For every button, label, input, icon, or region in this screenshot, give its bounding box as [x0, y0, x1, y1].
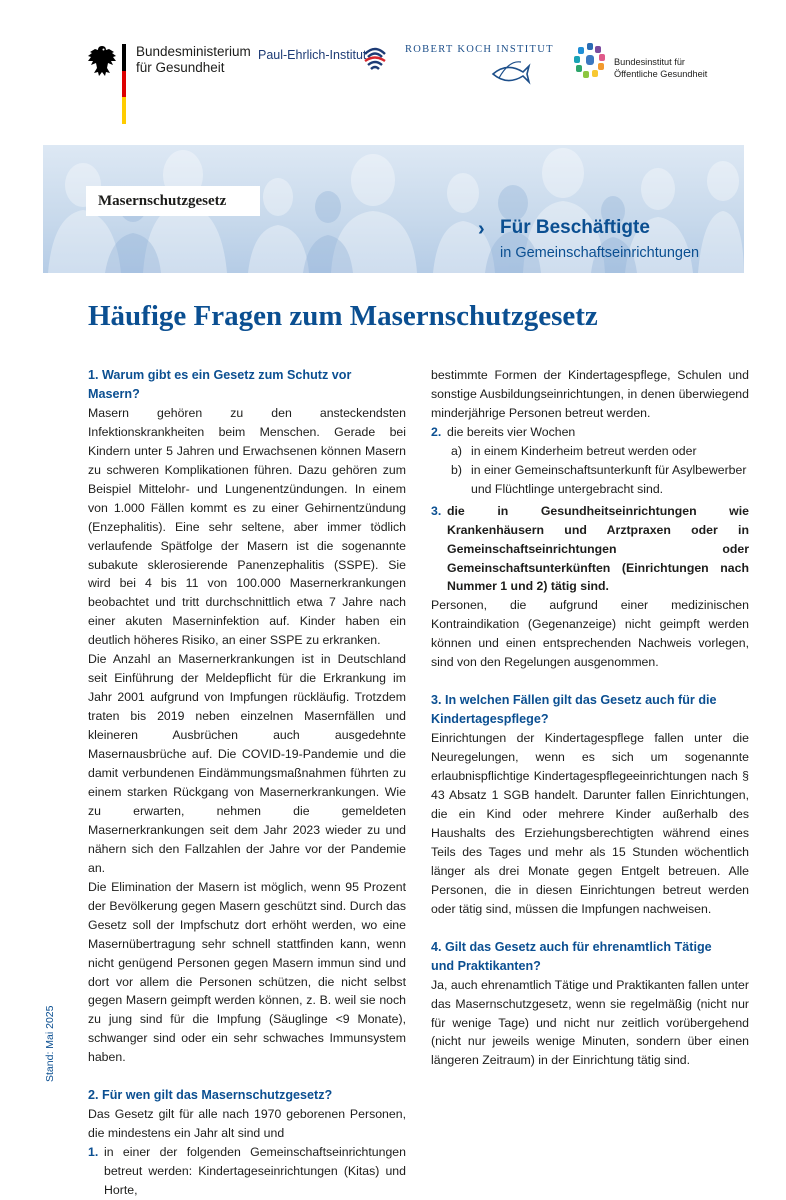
right-column — [431, 366, 749, 1070]
sub-list-item — [431, 442, 749, 461]
answer-2-intro: Das Gesetz gilt für alle nach 1970 geborenen Personen, die mindestens ein Jahr alt sind und — [88, 1107, 406, 1141]
sub-list-text: in einem Kinderheim betreut werden oder — [471, 443, 697, 458]
bioeg-name: Bundesinstitut für Öffentliche Gesundheit — [614, 57, 708, 79]
rki-logo — [405, 44, 555, 55]
bioeg-logo — [572, 42, 708, 87]
page-title: Häufige Fragen zum Masernschutzgesetz — [88, 300, 598, 332]
sub-list-letter: a) — [451, 443, 462, 458]
audience-subtitle: in Gemeinschaftseinrichtungen — [500, 245, 700, 261]
audience-title: Für Beschäftigte — [500, 217, 650, 238]
question-4-heading: 4. Gilt das Gesetz auch für ehrenamtlich Tätige und Praktikanten? — [431, 939, 712, 973]
sub-list-item — [431, 461, 749, 499]
chevron-right-icon: › — [478, 218, 485, 240]
bmg-name: Bundesministerium für Gesundheit — [136, 44, 251, 75]
list-number: 2. — [431, 424, 442, 439]
question-3-heading: 3. In welchen Fällen gilt das Gesetz auch für die Kindertagespflege? — [431, 693, 717, 727]
list-item — [431, 423, 749, 442]
pei-name: Paul-Ehrlich-Institut — [258, 48, 367, 62]
topic-label: Masernschutzgesetz — [86, 186, 260, 216]
list-text: in einer der folgenden Gemeinschaftseinrichtungen betreut werden: Kindertageseinrichtungen (Kitas) und Horte, — [104, 1145, 406, 1198]
list-item — [88, 1143, 406, 1200]
question-2-heading: 2. Für wen gilt das Masernschutzgesetz? — [88, 1088, 333, 1103]
list-number: 3. — [431, 503, 442, 518]
answer-2-exception: Personen, die aufgrund einer medizinischen Kontraindikation (Gegenanzeige) nicht geimpft werden können und einen entsprechenden Nachweis vorlegen, sind von den Regelungen ausgenommen. — [431, 598, 749, 670]
sub-list-text: in einer Gemeinschaftsunterkunft für Asylbewerber und Flüchtlinge untergebracht sind. — [471, 462, 747, 496]
list-item — [431, 502, 749, 597]
rki-emblem-icon — [491, 58, 531, 86]
left-column — [88, 366, 406, 1200]
answer-1-paragraph-2: Die Anzahl an Masernerkrankungen ist in Deutschland seit Einführung der Meldepflicht für die Erkrankung im Jahr 2001 aufgrund von Impfungen rückläufig. Trotzdem traten bis 2019 neben einzelnen Masernfällen und kleineren Ausbrüchen auch ausgedehnte Masernausbrüche auf. Die COVID-19-Pandemie und die damit verbundenen Eindämmungsmaßnahmen führten zu einem starken Rückgang von Masernerkrankungen. Wie zu erwarten, nehmen die gemeldeten Masernerkrankungen seit dem Jahr 2023 wieder zu und nähern sich den Fallzahlen der Jahre vor der Pandemie an. — [88, 652, 406, 875]
list-item-1-continued: bestimmte Formen der Kindertagespflege, Schulen und sonstige Ausbildungseinrichtungen, in denen überwiegend minderjährige Personen betreut werden. — [431, 368, 749, 420]
list-text: die in Gesundheitseinrichtungen wie Krankenhäusern und Arztpraxen oder in Gemeinschaftseinrichtungen oder Gemeinschaftsunterkünften (Einrichtungen nach Nummer 1 und 2) tätig sind. — [447, 503, 749, 594]
answer-1-paragraph-3: Die Elimination der Masern ist möglich, wenn 95 Prozent der Bevölkerung gegen Masern geschützt sind. Durch das Gesetz soll der Impfschutz dort erhöht werden, wo eine Masernübertragung sehr schnell stattfinden kann, wenn nicht genügend Personen gegen Masern immun sind und dort vor allem die Personen schützen, die nicht selbst gegen Masern geimpft werden können, z. B. weil sie noch zu jung sind für die Impfung (Säuglinge <9 Monate), schwanger sind oder ein sehr schwaches Immunsystem haben. — [88, 879, 406, 1065]
sub-list-letter: b) — [451, 462, 462, 477]
federal-eagle-icon — [86, 42, 118, 82]
rki-name: ROBERT KOCH INSTITUT — [405, 44, 554, 55]
pei-emblem-icon — [362, 42, 388, 72]
list-text: die bereits vier Wochen — [447, 424, 576, 439]
answer-4-paragraph: Ja, auch ehrenamtlich Tätige und Praktikanten fallen unter das Masernschutzgesetz, wenn sie regelmäßig (nicht nur für wenige Tage) und nicht nur zeitlich vorübergehend (nicht nur jeweils wenige Minuten, sondern über einen längeren Zeitraum) in der Einrichtung tätig sind. — [431, 977, 749, 1068]
date-stamp: Stand: Mai 2025 — [44, 1005, 56, 1082]
answer-3-paragraph: Einrichtungen der Kindertagespflege fallen unter die Neuregelungen, wenn es sich um sogenannte erlaubnispflichtige Kindertagespflegeeinrichtungen nach § 43 Absatz 1 SGB handelt. Darunter fallen Einrichtungen, die ein Kind oder mehrere Kinder außerhalb des Haushalts des Erziehungsberechtigten während eines Teils des Tages und mehr als 15 Stunden wöchentlich länger als drei Monate gegen Entgelt betreuen. Alle Personen, die in diesen Einrichtungen betreut werden oder tätig sind, müssen die Impfungen nachweisen. — [431, 731, 749, 916]
question-1-heading: 1. Warum gibt es ein Gesetz zum Schutz vor Masern? — [88, 368, 352, 401]
logo-bar — [0, 38, 786, 128]
bioeg-emblem-icon — [572, 42, 608, 82]
answer-1-paragraph-1: Masern gehören zu den ansteckendsten Infektionskrankheiten beim Menschen. Gerade bei Kindern unter 5 Jahren und Erwachsenen können Masern zu schweren Komplikationen führen. Dazu gehören zum Beispiel Mittelohr- und Lungenentzündungen. In einem von 1.000 Fällen kommt es zu einer Gehirnentzündung (Enzephalitis). Eine sehr seltene, aber immer tödlich verlaufende Spätfolge der Masern ist die sogenannte subakute sklerosierende Panenzephalitis (SSPE). Sie wird bei 4 bis 11 von 100.000 Masernerkrankungen beobachtet und tritt durchschnittlich etwa 7 Jahre nach einer akuten Maserninfektion auf. Kinder haben ein deutlich höheres Risiko, an einer SSPE zu erkranken. — [88, 405, 406, 648]
german-flag-stripe — [122, 44, 126, 124]
list-number: 1. — [88, 1145, 99, 1160]
